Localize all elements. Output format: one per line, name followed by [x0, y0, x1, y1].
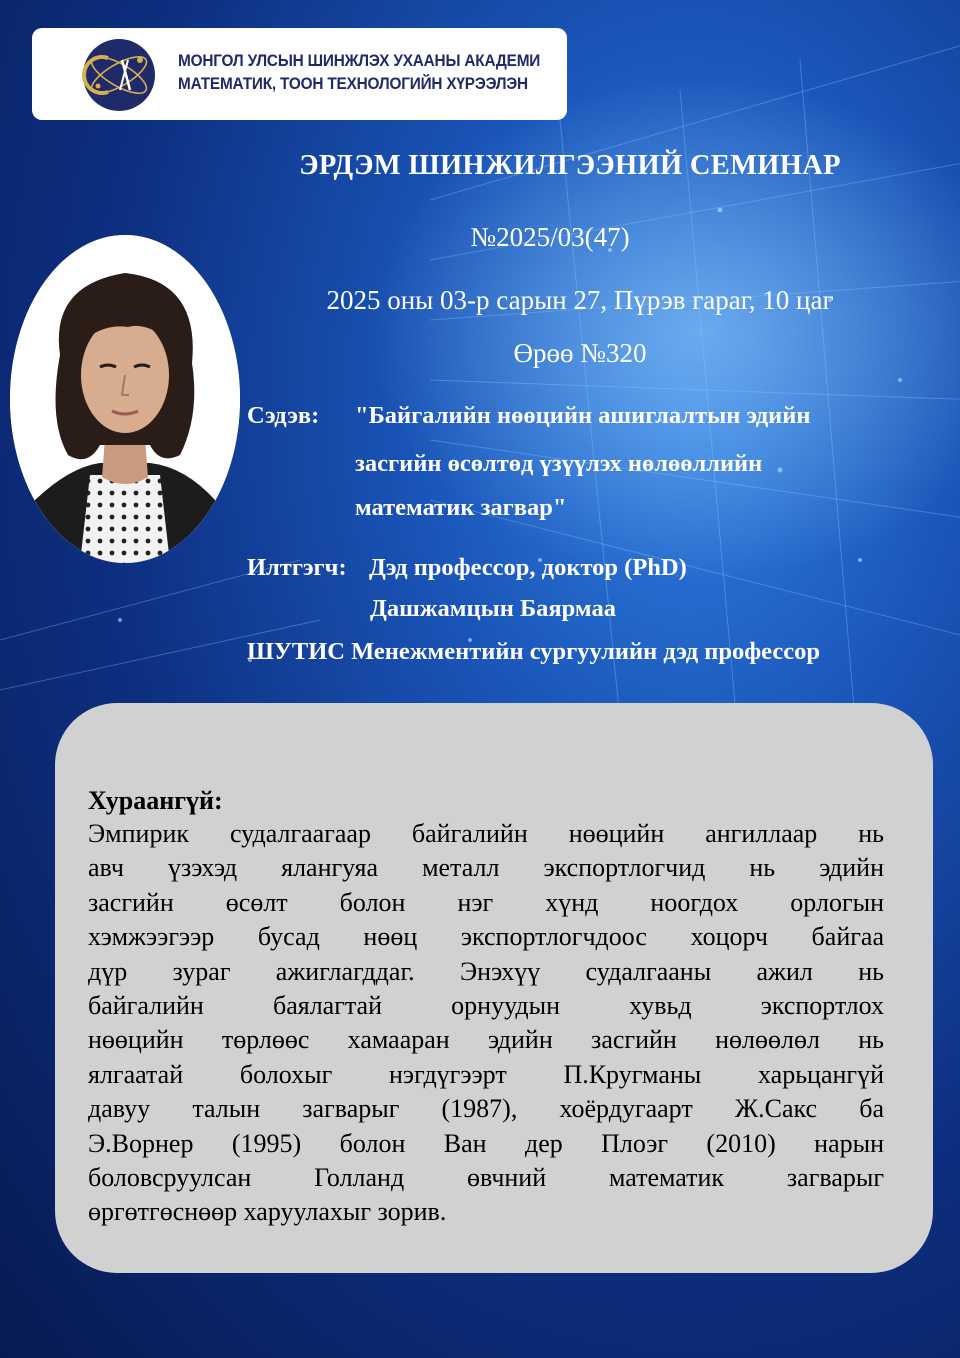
- topic-line-1: "Байгалийн нөөцийн ашиглалтын эдийн: [355, 402, 811, 429]
- abstract-line: хэмжээгээр бусад нөөц экспортлогчдоос хоцорч байгаа: [88, 922, 884, 952]
- presenter-portrait: [10, 235, 240, 563]
- abstract-line: Э.Ворнер (1995) болон Ван дер Плоэг (2010) нарын: [88, 1128, 884, 1158]
- presenter-title: Дэд профессор, доктор (PhD): [369, 554, 687, 581]
- abstract-line: засгийн өсөлт болон нэг хүнд ноогдох орлогын: [88, 887, 884, 917]
- academy-emblem-icon: [82, 38, 156, 112]
- abstract-line: дүр зураг ажиглагддаг. Энэхүү судалгааны ажил нь: [88, 956, 884, 986]
- abstract-line: ялгаатай болохыг нэгдүгээрт П.Кругманы харьцангүй: [88, 1059, 884, 1089]
- topic-line-2: засгийн өсөлтөд үзүүлэх нөлөөллийн: [355, 450, 763, 477]
- institute-logo-card: [32, 28, 567, 120]
- abstract-line: нөөцийн төрлөөс хамааран эдийн засгийн нөлөөлөл нь: [88, 1025, 884, 1055]
- institute-name: [178, 50, 563, 96]
- institution-line-1: МОНГОЛ УЛСЫН ШИНЖЛЭХ УХААНЫ АКАДЕМИ: [178, 52, 541, 70]
- seminar-number: №2025/03(47): [470, 222, 630, 252]
- abstract-line: Эмпирик судалгаагаар байгалийн нөөцийн ангиллаар нь: [88, 819, 884, 848]
- abstract-line: авч үзэхэд ялангуяа металл экспортлогчид нь эдийн: [88, 853, 884, 883]
- presenter-label: Илтгэгч:: [247, 554, 347, 581]
- seminar-title: ЭРДЭМ ШИНЖИЛГЭЭНИЙ СЕМИНАР: [299, 150, 841, 181]
- topic-label: Сэдэв:: [247, 402, 320, 429]
- presenter-name: Дашжамцын Баярмаа: [370, 595, 616, 622]
- seminar-datetime: 2025 оны 03-р сарын 27, Пүрэв гараг, 10 цаг: [326, 285, 834, 315]
- topic-line-3: математик загвар": [355, 494, 567, 521]
- abstract-heading: Хураангүй:: [88, 786, 223, 815]
- presenter-affiliation: ШУТИС Менежментийн сургуулийн дэд профессор: [247, 638, 820, 665]
- abstract-body: [88, 817, 884, 1230]
- abstract-line: давуу талын загварыг (1987), хоёрдугаарт Ж.Сакс ба: [88, 1094, 884, 1124]
- institution-line-2: МАТЕМАТИК, ТООН ТЕХНОЛОГИЙН ХҮРЭЭЛЭН: [178, 75, 528, 93]
- abstract-line: боловсруулсан Голланд өвчний математик загварыг: [88, 1162, 884, 1192]
- abstract-line: өргөтгөснөөр харуулахыг зорив.: [88, 1197, 447, 1227]
- seminar-room: Өрөө №320: [513, 338, 647, 368]
- abstract-line: байгалийн баялагтай орнуудын хувьд экспортлох: [88, 990, 884, 1020]
